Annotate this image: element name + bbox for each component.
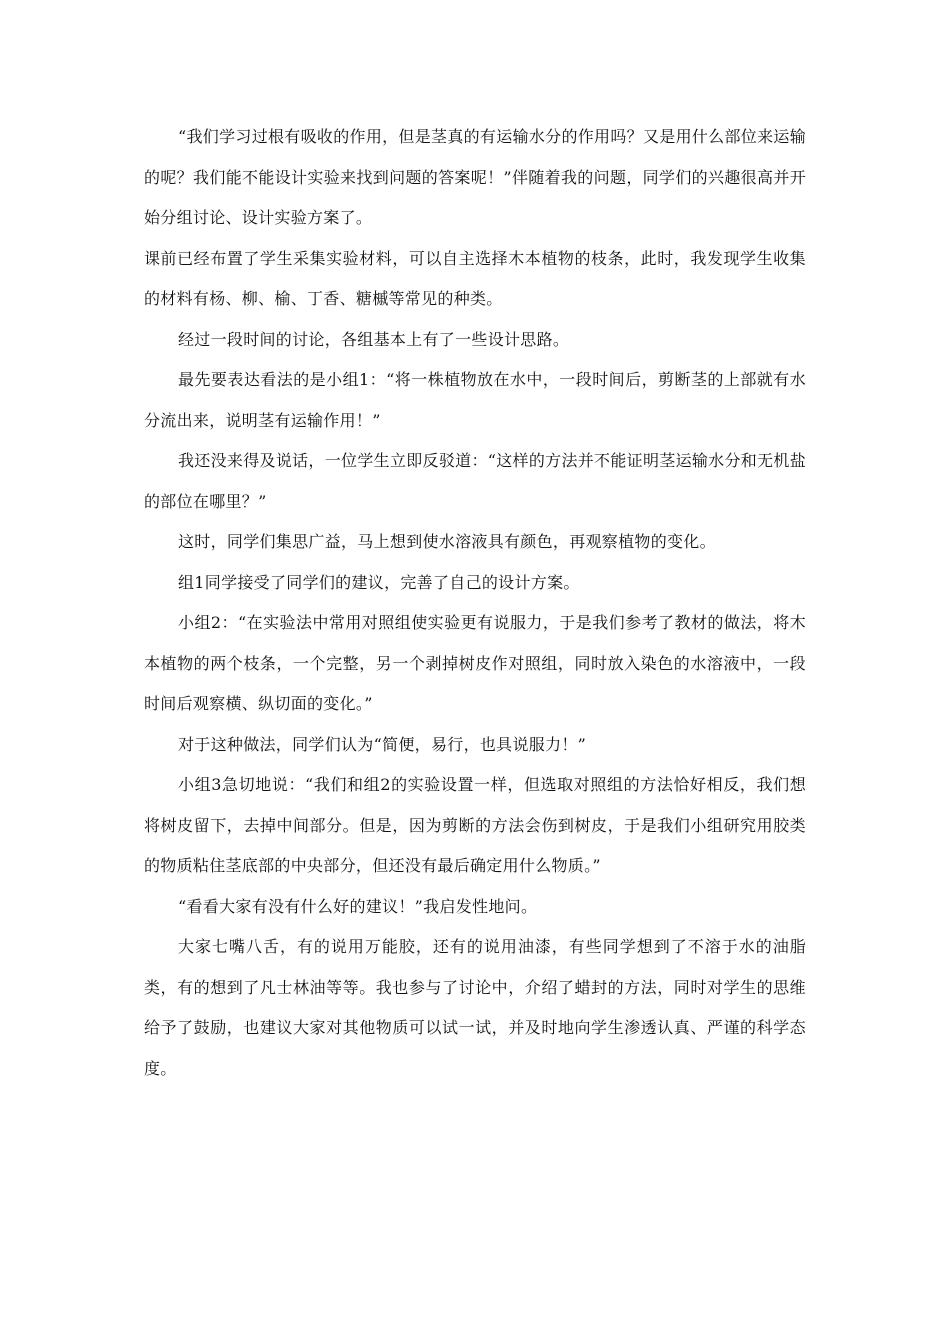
paragraph-2: 课前已经布置了学生采集实验材料，可以自主选择木本植物的枝条，此时，我发现学生收集的材料有杨、柳、榆、丁香、糖槭等常见的种类。	[144, 248, 806, 308]
paragraph-4: 最先要表达看法的是小组1：“将一株植物放在水中，一段时间后，剪断茎的上部就有水分流出来，说明茎有运输作用！”	[144, 370, 806, 430]
document-body	[144, 117, 806, 1089]
paragraph-12: 大家七嘴八舌，有的说用万能胶，还有的说用油漆，有些同学想到了不溶于水的油脂类，有的想到了凡士林油等等。我也参与了讨论中，介绍了蜡封的方法，同时对学生的思维给予了鼓励，也建议大家对其他物质可以试一试，并及时地向学生渗透认真、严谨的科学态度。	[144, 937, 806, 1078]
paragraph-1: “我们学习过根有吸收的作用，但是茎真的有运输水分的作用吗？又是用什么部位来运输的呢？我们能不能设计实验来找到问题的答案呢！”伴随着我的问题，同学们的兴趣很高并开始分组讨论、设计实验方案了。	[144, 127, 806, 227]
paragraph-11: “看看大家有没有什么好的建议！”我启发性地问。	[178, 896, 538, 916]
paragraph-10: 小组3急切地说：“我们和组2的实验设置一样，但选取对照组的方法恰好相反，我们想将树皮留下，去掉中间部分。但是，因为剪断的方法会伤到树皮，于是我们小组研究用胶类的物质粘住茎底部的中央部分，但还没有最后确定用什么物质。”	[144, 775, 806, 875]
paragraph-7: 组1同学接受了同学们的建议，完善了自己的设计方案。	[178, 572, 580, 592]
paragraph-8: 小组2：“在实验法中常用对照组使实验更有说服力，于是我们参考了教材的做法，将木本植物的两个枝条，一个完整，另一个剥掉树皮作对照组，同时放入染色的水溶液中，一段时间后观察横、纵切面的变化。”	[144, 613, 806, 713]
paragraph-5: 我还没来得及说话，一位学生立即反驳道：“这样的方法并不能证明茎运输水分和无机盐的部位在哪里？”	[144, 451, 806, 511]
paragraph-3: 经过一段时间的讨论，各组基本上有了一些设计思路。	[178, 329, 570, 349]
paragraph-9: 对于这种做法，同学们认为“简便，易行，也具说服力！”	[178, 734, 587, 754]
paragraph-6: 这时，同学们集思广益，马上想到使水溶液具有颜色，再观察植物的变化。	[178, 532, 716, 551]
